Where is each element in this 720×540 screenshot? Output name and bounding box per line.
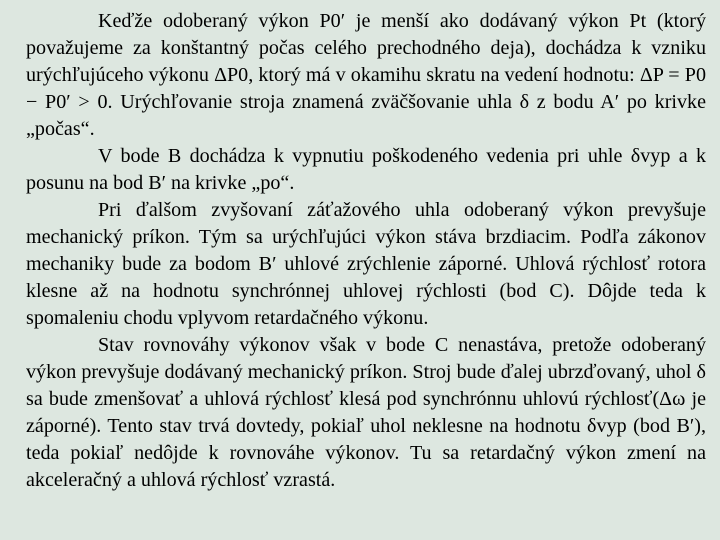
document-page (26, 8, 706, 494)
paragraph-braking-power: Pri ďalšom zvyšovaní záťažového uhla odoberaný výkon prevyšuje mechanický príkon. Tým sa urýchľujúci výkon stáva brzdiacim. Podľa zákonov mechaniky bude za bodom B′ uhlové zrýchlenie záporné. Uhlová rýchlosť rotora klesne až na hodnotu synchrónnej uhlovej rýchlosti (bod C). Dôjde teda k spomaleniu chodu vplyvom retardačného výkonu. (26, 199, 706, 329)
paragraph-equilibrium: Stav rovnováhy výkonov však v bode C nenastáva, pretože odoberaný výkon prevyšuje dodávaný mechanický príkon. Stroj bude ďalej ubrzďovaný, uhol δ sa bude zmenšovať a uhlová rýchlosť klesá pod synchrónnu uhlovú rýchlosť(Δω je záporné). Tento stav trvá dovtedy, pokiaľ uhol neklesne na hodnotu δvyp (bod B′), teda pokiaľ nedôjde k rovnováhe výkonov. Tu sa retardačný výkon zmení na akceleračný a uhlová rýchlosť vzrastá. (26, 334, 706, 491)
paragraph-line-disconnection: V bode B dochádza k vypnutiu poškodeného vedenia pri uhle δvyp a k posunu na bod B′ na krivke „po“. (26, 145, 706, 194)
paragraph-accelerating-power: Keďže odoberaný výkon P0′ je menší ako dodávaný výkon Pt (ktorý považujeme za konštantný počas celého prechodného deja), dochádza k vzniku urýchľujúceho výkonu ΔP0, ktorý má v okamihu skratu na vedení hodnotu: ΔP = P0 − P0′ > 0. Urýchľovanie stroja znamená zväčšovanie uhla δ z bodu A′ po krivke „počas“. (26, 10, 706, 140)
